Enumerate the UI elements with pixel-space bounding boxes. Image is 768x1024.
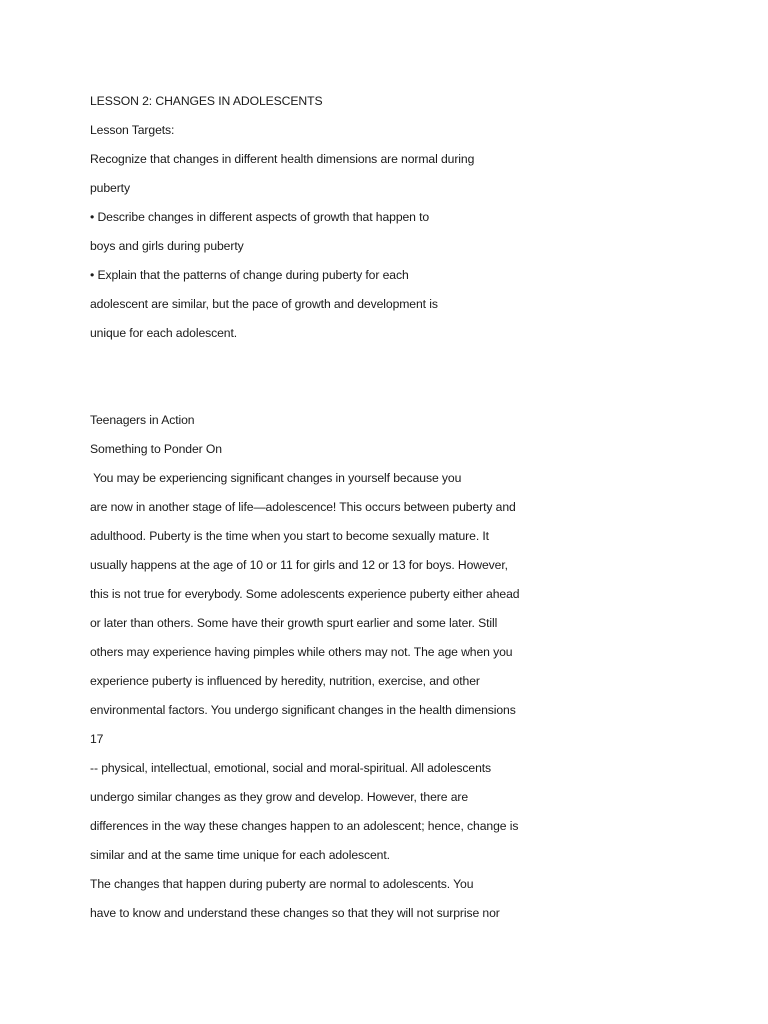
bullet-line: • Explain that the patterns of change during puberty for each: [90, 268, 409, 282]
document-body: [90, 90, 730, 931]
text-line: or later than others. Some have their growth spurt earlier and some later. Still: [90, 616, 498, 630]
text-line: are now in another stage of life—adolescence! This occurs between puberty and: [90, 500, 516, 514]
section-heading: Teenagers in Action: [90, 413, 195, 427]
lesson-targets-heading: Lesson Targets:: [90, 123, 175, 137]
text-line: others may experience having pimples while others may not. The age when you: [90, 645, 513, 659]
text-line: this is not true for everybody. Some adolescents experience puberty either ahead: [90, 587, 520, 601]
text-line: undergo similar changes as they grow and develop. However, there are: [90, 790, 469, 804]
text-line: environmental factors. You undergo significant changes in the health dimensions: [90, 703, 516, 717]
text-line: unique for each adolescent.: [90, 326, 238, 340]
text-line: experience puberty is influenced by heredity, nutrition, exercise, and other: [90, 674, 480, 688]
text-line: The changes that happen during puberty are normal to adolescents. You: [90, 877, 474, 891]
text-line: boys and girls during puberty: [90, 239, 244, 253]
text-line: similar and at the same time unique for each adolescent.: [90, 848, 390, 862]
text-line: adolescent are similar, but the pace of growth and development is: [90, 297, 438, 311]
page-number: 17: [90, 732, 104, 746]
text-line: puberty: [90, 181, 130, 195]
bullet-line: • Describe changes in different aspects of growth that happen to: [90, 210, 430, 224]
text-line: usually happens at the age of 10 or 11 for girls and 12 or 13 for boys. However,: [90, 558, 508, 572]
text-line: -- physical, intellectual, emotional, social and moral-spiritual. All adolescents: [90, 761, 492, 775]
text-line: You may be experiencing significant changes in yourself because you: [90, 471, 462, 485]
text-line: differences in the way these changes happen to an adolescent; hence, change is: [90, 819, 519, 833]
subsection-heading: Something to Ponder On: [90, 442, 222, 456]
blank-line: [90, 380, 730, 409]
text-line: Recognize that changes in different health dimensions are normal during: [90, 152, 475, 166]
lesson-title: LESSON 2: CHANGES IN ADOLESCENTS: [90, 94, 323, 108]
text-line: adulthood. Puberty is the time when you start to become sexually mature. It: [90, 529, 489, 543]
blank-line: [90, 351, 730, 380]
text-line: have to know and understand these changes so that they will not surprise nor: [90, 906, 500, 920]
